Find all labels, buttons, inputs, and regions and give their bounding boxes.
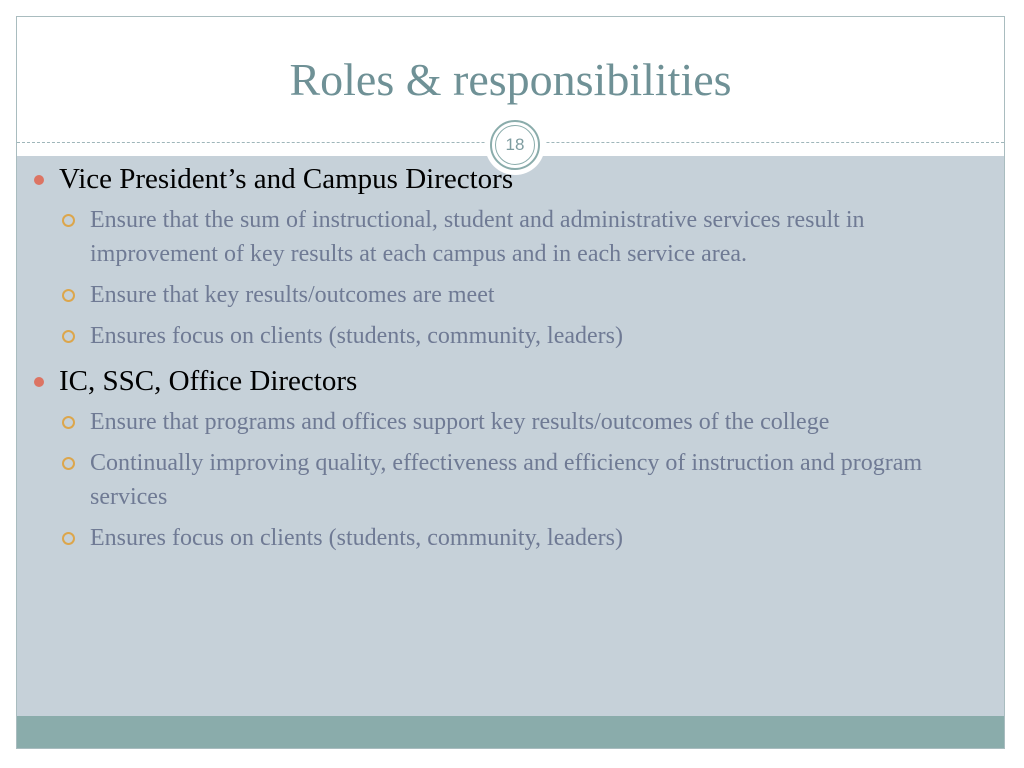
sub-list [59,203,944,353]
list-item-text: Continually improving quality, effectiveness and efficiency of instruction and program services [90,450,923,510]
list-item [59,405,944,439]
bullet-dot-icon [34,175,44,185]
list-item [59,521,944,555]
footer-bar [17,716,1004,749]
circle-bullet-icon [62,532,75,545]
list-item-text: Ensure that the sum of instructional, student and administrative services result in improvement of key results at each campus and in each service area. [90,207,865,267]
circle-bullet-icon [62,330,75,343]
section-office-directors [34,363,944,555]
section-heading: Vice President’s and Campus Directors [59,163,514,195]
section-vice-presidents [34,161,944,353]
bullet-dot-icon [34,377,44,387]
section-heading: IC, SSC, Office Directors [59,365,358,397]
circle-bullet-icon [62,214,75,227]
circle-bullet-icon [62,289,75,302]
list-item-text: Ensure that key results/outcomes are meet [90,282,495,308]
list-item-text: Ensure that programs and offices support key results/outcomes of the college [90,409,830,435]
sub-list [59,405,944,555]
bullet-list [34,161,944,562]
list-item [59,319,944,353]
page-number: 18 [495,125,535,165]
list-item [59,278,944,312]
circle-bullet-icon [62,416,75,429]
list-item [59,446,944,514]
list-item-text: Ensures focus on clients (students, community, leaders) [90,525,623,551]
list-item-text: Ensures focus on clients (students, community, leaders) [90,323,623,349]
list-item [59,203,944,271]
slide-title: Roles & responsibilities [289,54,732,105]
circle-bullet-icon [62,457,75,470]
